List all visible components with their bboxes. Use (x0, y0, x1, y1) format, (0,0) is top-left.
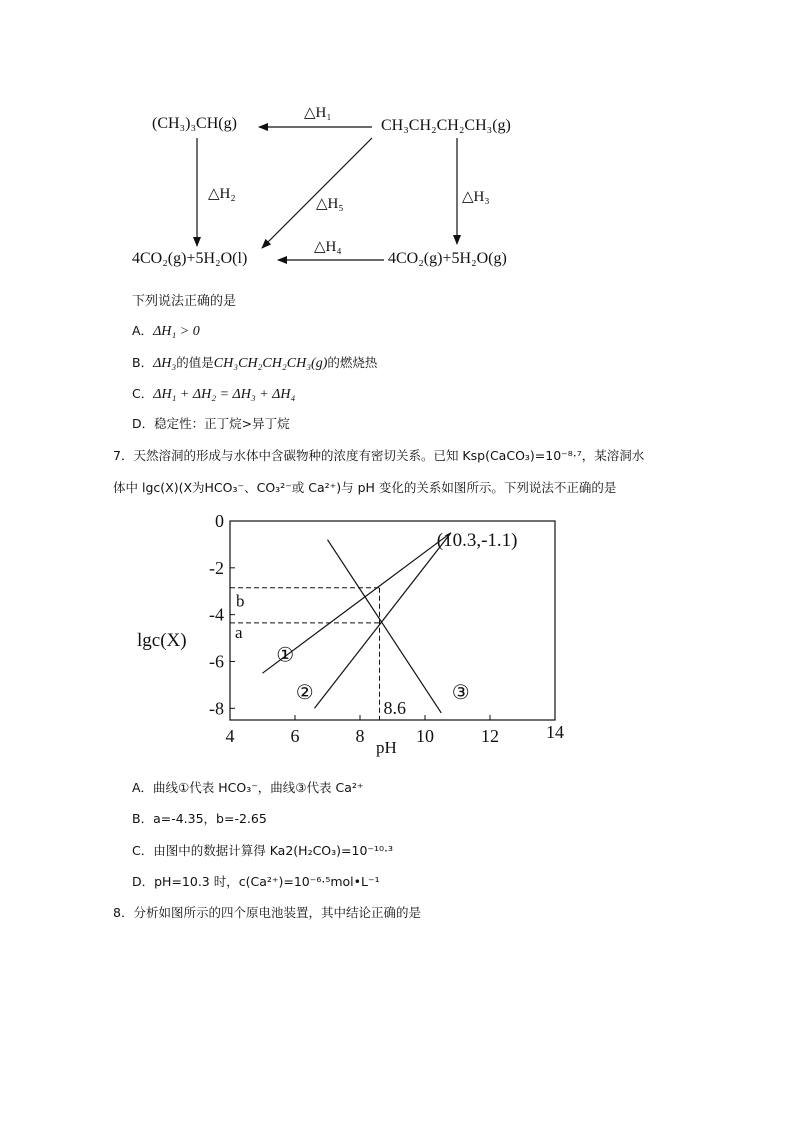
q6-prompt: 下列说法正确的是 (132, 294, 237, 309)
q6-option-a-math: ΔH₁ > 0 (153, 324, 200, 339)
q7-option-c: C．由图中的数据计算得 Ka2(H₂CO₃)=10⁻¹⁰·³ (132, 843, 394, 858)
ph-marker-label: 8.6 (383, 698, 406, 718)
y-tick-label-4: -8 (209, 698, 224, 719)
isobutane-label: (CH₃)₃CH(g) (152, 115, 237, 132)
q6-option-c-prefix: C． (132, 386, 154, 401)
dh4-label: △H₄ (314, 239, 342, 255)
q7-stem-line2: 体中 lgc(X)(X为HCO₃⁻、CO₃²⁻或 Ca²⁺)与 pH 变化的关系如图所示。下列说法不正确的是 (113, 480, 617, 495)
dh5-label: △H₅ (316, 196, 344, 212)
y-tick-label-1: -2 (209, 557, 224, 578)
products-liquid-label: 4CO₂(g)+5H₂O(l) (132, 250, 248, 267)
series-label-2: ② (295, 681, 314, 704)
y-tick-label-2: -4 (209, 604, 224, 625)
q6-option-c-math: ΔH₁ + ΔH₂ = ΔH₃ + ΔH₄ (153, 387, 296, 402)
x-tick-label-1: 6 (290, 726, 300, 746)
q8-stem: 8．分析如图所示的四个原电池装置，其中结论正确的是 (113, 905, 421, 920)
q6-option-a-prefix: A． (132, 323, 154, 338)
butane-label: CH₃CH₂CH₂CH₃(g) (381, 117, 511, 134)
x-tick-label-0: 4 (225, 726, 235, 746)
series-label-1: ① (276, 644, 295, 667)
q6-option-b-text2: 的燃烧热 (327, 355, 378, 370)
dh2-label: △H₂ (208, 186, 236, 202)
q7-stem-line1: 7．天然溶洞的形成与水体中含碳物种的浓度有密切关系。已知 Ksp(CaCO₃)=10⁻⁸·⁷，某溶洞水 (113, 448, 645, 463)
series-line-2 (315, 533, 452, 709)
x-tick-label-5: 14 (546, 722, 564, 742)
series-label-3: ③ (451, 681, 470, 704)
q6-option-b-math2: CH₃CH₂CH₂CH₃(g) (213, 356, 328, 371)
q6-option-b-math1: ΔH₃ (153, 356, 177, 371)
q6-option-b-prefix: B． (132, 355, 154, 370)
a-label: a (235, 622, 243, 642)
chart-frame (230, 521, 555, 720)
q7-option-d: D．pH=10.3 时，c(Ca²⁺)=10⁻⁶·⁵mol•L⁻¹ (132, 874, 380, 889)
y-tick-label-3: -6 (209, 651, 224, 672)
series-line-3 (328, 540, 442, 713)
products-gas-label: 4CO₂(g)+5H₂O(g) (388, 250, 507, 267)
q6-option-d: D．稳定性：正丁烷>异丁烷 (132, 416, 290, 431)
x-tick-label-4: 12 (481, 726, 499, 746)
q7-option-b: B．a=-4.35，b=-2.65 (132, 811, 267, 826)
chart-xlabel: pH (376, 738, 397, 757)
b-label: b (236, 591, 245, 611)
x-tick-label-3: 10 (416, 726, 434, 746)
q7-option-a: A．曲线①代表 HCO₃⁻，曲线③代表 Ca²⁺ (132, 780, 364, 795)
y-tick-label-0: 0 (215, 511, 224, 531)
dh1-label: △H₁ (304, 105, 332, 121)
chart-ylabel: lgc(X) (137, 630, 187, 651)
x-tick-label-2: 8 (355, 726, 365, 746)
q6-option-b-text1: 的值是 (176, 355, 214, 370)
point-label: (10.3,-1.1) (436, 529, 518, 551)
dh3-label: △H₃ (462, 189, 490, 205)
